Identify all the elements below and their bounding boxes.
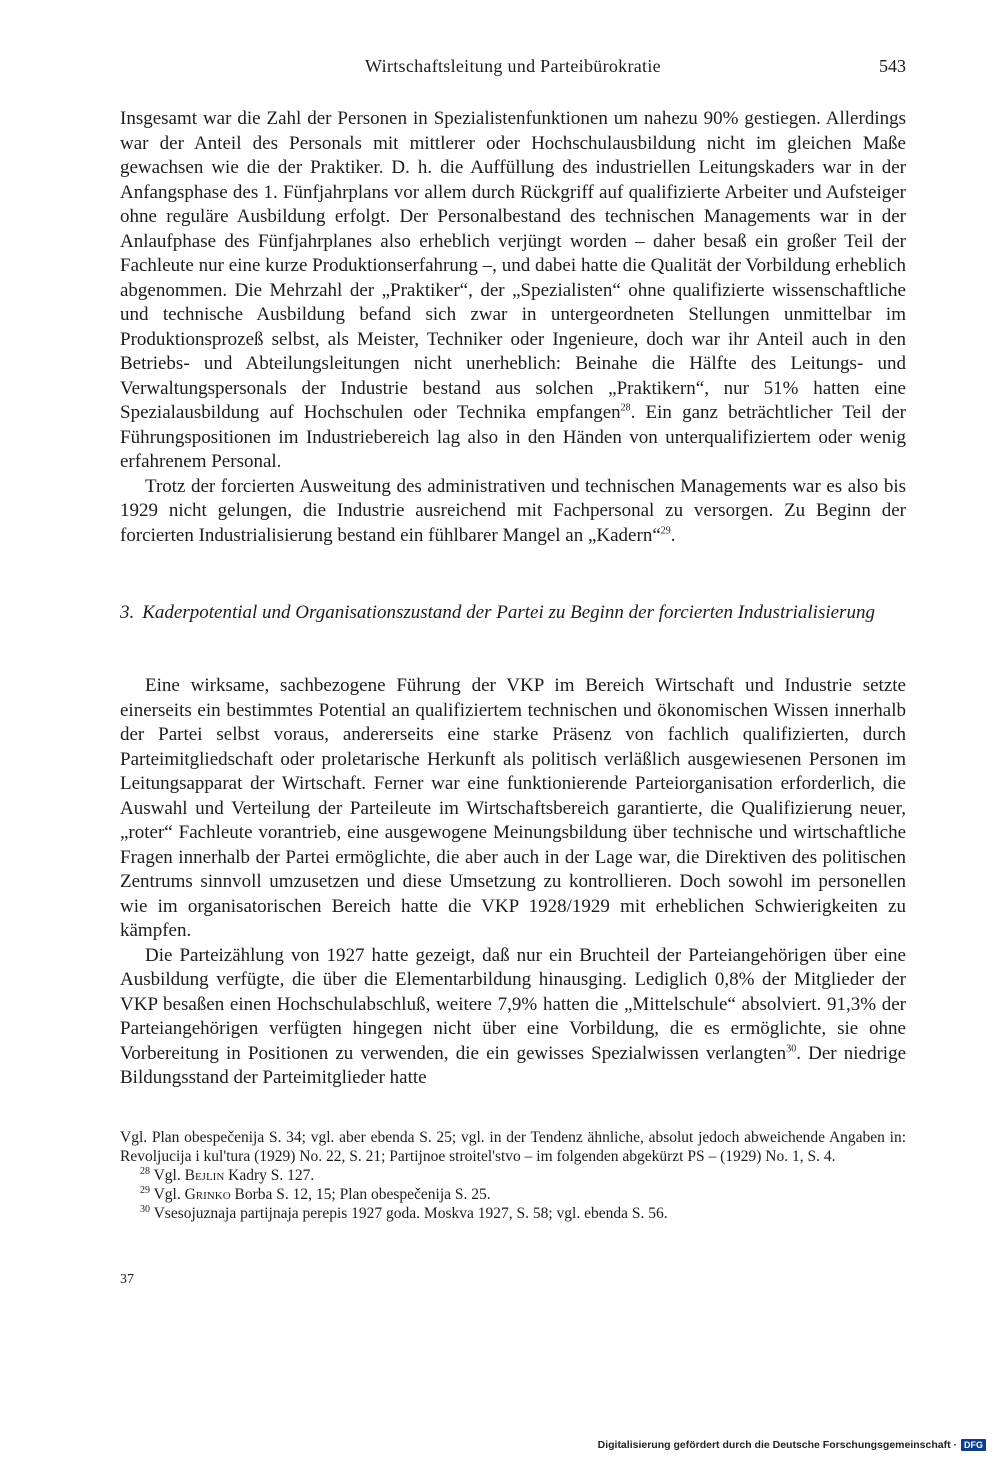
footnote-30 bbox=[120, 1204, 906, 1223]
body-text-section-2 bbox=[120, 107, 906, 548]
paragraph bbox=[120, 475, 906, 549]
page-header bbox=[120, 56, 906, 80]
footnote-27: Vgl. Plan obespečenija S. 34; vgl. aber ebenda S. 25; vgl. in der Tendenz ähnliche, absolut jedoch abweichende Angaben in: Revoljucija i kul'tura (1929) No. 22, S. 21; Partijnoe stroitel'stvo – im folgenden abgekürzt PS – (1929) No. 1, S. 4. bbox=[120, 1129, 906, 1165]
paragraph-text: . Der niedrige Bildungsstand der Parteimitglieder hatte bbox=[120, 1042, 906, 1088]
credit-text: Digitalisierung gefördert durch die Deutsche Forschungsgemeinschaft · bbox=[597, 1439, 957, 1451]
footnote-text: Vgl. bbox=[153, 1167, 185, 1184]
paragraph-text: . bbox=[670, 524, 676, 546]
section-number: 3. bbox=[120, 602, 135, 623]
running-title: Wirtschaftsleitung und Parteibürokratie bbox=[365, 56, 661, 76]
paragraph bbox=[120, 107, 906, 475]
section-heading bbox=[120, 601, 906, 626]
footnote-ref: 28 bbox=[620, 402, 631, 414]
footnotes bbox=[120, 1128, 906, 1223]
footnote-number: 29 bbox=[140, 1184, 150, 1196]
footnote-text: Kadry S. 127. bbox=[224, 1167, 315, 1184]
dfg-logo: DFG bbox=[961, 1439, 986, 1451]
printer-signature: 37 bbox=[120, 1272, 134, 1287]
footnote-28 bbox=[120, 1166, 906, 1185]
page-number: 543 bbox=[879, 56, 906, 76]
footnote-number: 30 bbox=[140, 1203, 150, 1215]
footnote-number: 28 bbox=[140, 1165, 150, 1177]
paragraph: Eine wirksame, sachbezogene Führung der VKP im Bereich Wirtschaft und Industrie setzte einerseits ein bestimmtes Potential an qualifiziertem technischen und ökonomischen Wissen innerhalb der Partei selbst voraus, andererseits eine starke Präsenz von fachlich qualifizierten, durch Parteimitgliedschaft oder proletarische Herkunft als politisch verläßlich ausgewiesenen Personen im Leitungsapparat der Wirtschaft. Ferner war eine funktionierende Parteiorganisation erforderlich, die Auswahl und Verteilung der Parteileute im Wirtschaftsbereich garantierte, die Qualifizierung neuer, „roter“ Fachleute vorantrieb, eine ausgewogene Meinungsbildung über technische und wirtschaftliche Fragen innerhalb der Partei ermöglichte, die aber auch in der Lage war, die Direktiven des politischen Zentrums sinnvoll umzusetzen und diese Umsetzung zu kontrollieren. Doch sowohl im personellen wie im organisatorischen Bereich hatte die VKP 1928/1929 mit erheblichen Schwierigkeiten zu kämpfen. bbox=[120, 675, 906, 941]
footnote-text: Borba S. 12, 15; Plan obespečenija S. 25. bbox=[230, 1186, 491, 1203]
footnote-author: Bejlin bbox=[184, 1167, 225, 1184]
digitization-credit bbox=[598, 1437, 986, 1453]
footnote-text: Vsesojuznaja partijnaja perepis 1927 goda. Moskva 1927, S. 58; vgl. ebenda S. 56. bbox=[153, 1205, 668, 1222]
footnote-ref: 30 bbox=[786, 1043, 797, 1055]
section-title: Kaderpotential und Organisationszustand der Partei zu Beginn der forcierten Industrialisierung bbox=[142, 602, 875, 623]
footnote-text: Vgl. bbox=[153, 1186, 185, 1203]
body-text-section-3 bbox=[120, 674, 906, 1091]
paragraph-text: Trotz der forcierten Ausweitung des administrativen und technischen Managements war es also bis 1929 nicht gelungen, die Industrie ausreichend mit Fachpersonal zu versorgen. Zu Beginn der forcierten Industrialisierung bestand ein fühlbarer Mangel an „Kadern“ bbox=[120, 475, 906, 546]
paragraph-text: Insgesamt war die Zahl der Personen in Spezialistenfunktionen um nahezu 90% gestiegen. Allerdings war der Anteil des Personals mit mittlerer oder Hochschulausbildung nicht im gleichen Maße gewachsen wie die der Praktiker. D. h. die Auffüllung des industriellen Leitungskaders war in der Anfangsphase des 1. Fünfjahrplans vor allem durch Rückgriff auf qualifizierte Arbeiter und Aufsteiger ohne reguläre Ausbildung erfolgt. Der Personalbestand des technischen Managements war in der Anlaufphase des Fünfjahrplanes also erheblich verjüngt worden – daher besaß ein großer Teil der Fachleute nur eine kurze Produktionserfahrung –, und dabei hatte die Qualität der Vorbildung erheblich abgenommen. Die Mehrzahl der „Praktiker“, der „Spezialisten“ ohne qualifizierte wissenschaftliche und technische Ausbildung befand sich zwar in untergeordneten Stellungen unmittelbar im Produktionsprozeß selbst, als Meister, Techniker oder Ingenieure, doch war ihr Anteil auch in den Betriebs- und Abteilungsleitungen nicht unerheblich: Beinahe die Hälfte des Leitungs- und Verwaltungspersonals der Industrie bestand aus solchen „Praktikern“, nur 51% hatten eine Spezialausbildung auf Hochschulen oder Technika empfangen bbox=[120, 108, 906, 423]
footnote-29 bbox=[120, 1185, 906, 1204]
footnote-author: Grinko bbox=[184, 1186, 231, 1203]
paragraph bbox=[120, 944, 906, 1091]
paragraph-text: Die Parteizählung von 1927 hatte gezeigt, daß nur ein Bruchteil der Parteiangehörigen über eine Ausbildung verfügte, die über die Elementarbildung hinausging. Lediglich 0,8% der Mitglieder der VKP besaßen einen Hochschulabschluß, weitere 7,9% hatten die „Mittelschule“ absolviert. 91,3% der Parteiangehörigen verfügten hingegen nicht über eine Vorbildung, die es ermöglichte, sie ohne Vorbereitung in Positionen zu verwenden, die ein gewisses Spezialwissen verlangten bbox=[120, 944, 906, 1064]
footnote-ref: 29 bbox=[660, 525, 671, 537]
paragraph-text: . Ein ganz beträchtlicher Teil der Führungspositionen im Industriebereich lag also in den Händen von unterqualifiziertem oder wenig erfahrenem Personal. bbox=[120, 402, 906, 472]
